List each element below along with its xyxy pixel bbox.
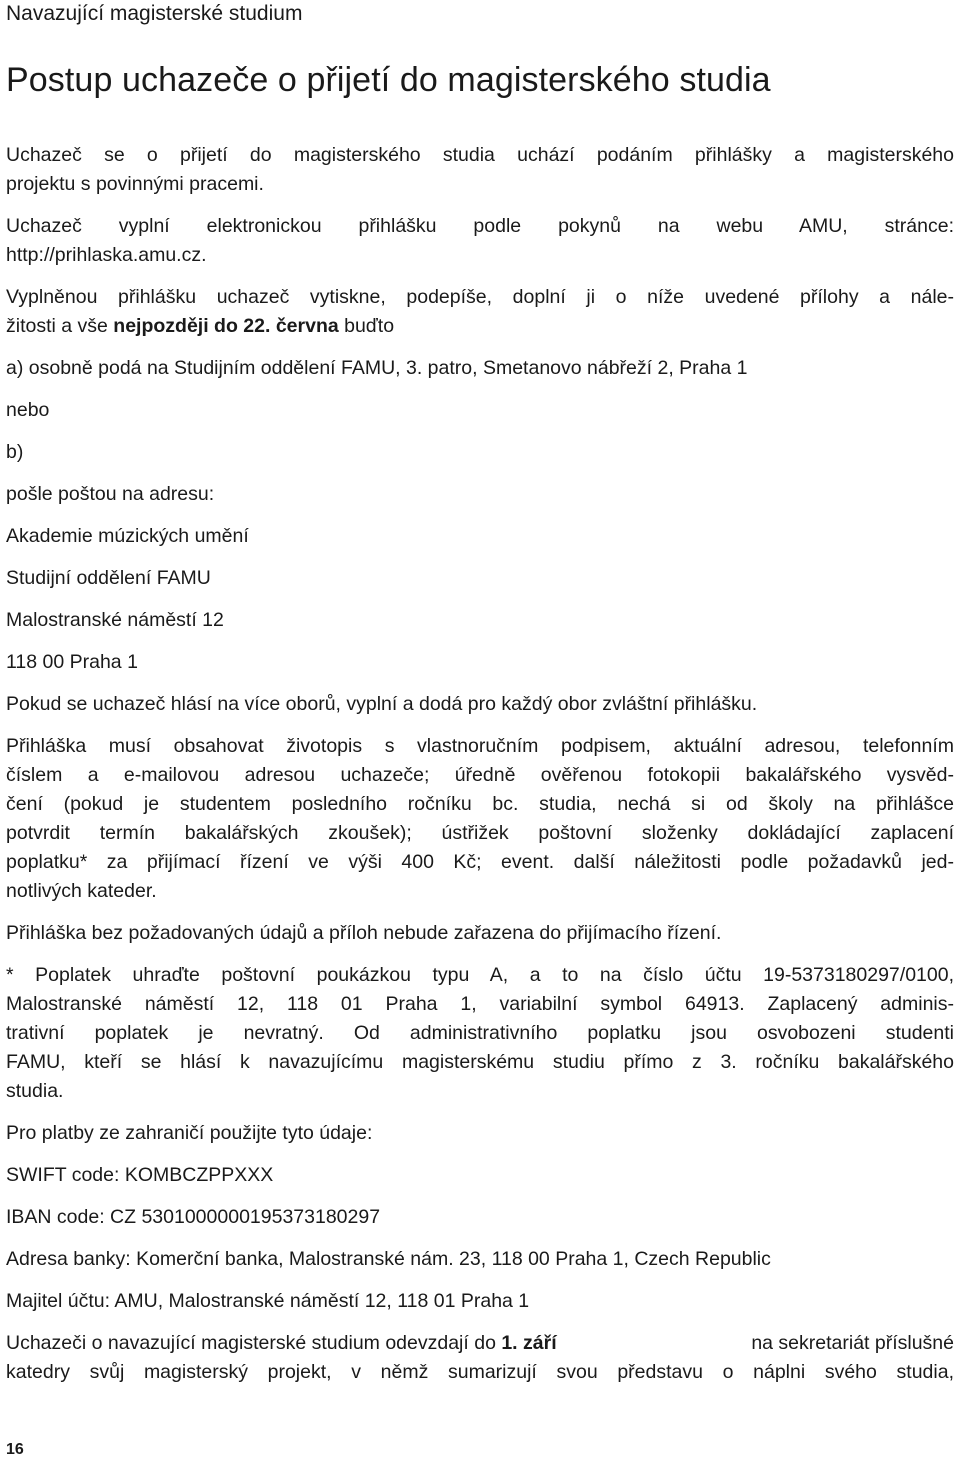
paragraph-incomplete: [6, 919, 954, 948]
address-line-2: [6, 564, 954, 593]
deadline-text: nejpozději do 22. června: [113, 315, 339, 337]
text-line: [6, 1329, 954, 1358]
text-segment: žitosti a vše: [6, 315, 114, 337]
text-segment: na sekretariát příslušné: [751, 1332, 954, 1354]
text-line: Pro platby ze zahraničí použijte tyto údaje:: [6, 1122, 373, 1144]
swift-code: [6, 1161, 954, 1190]
text-line: [6, 732, 954, 761]
text-segment: Malostranské náměstí 12, 118 01 Praha 1, variabilní symbol 64913. Zaplacený adminis-: [6, 993, 954, 1015]
text-line: [6, 312, 954, 341]
text-line: [6, 283, 954, 312]
text-line: studia.: [6, 1080, 64, 1102]
text-segment: číslem a e-mailovou adresou uchazeče; úředně ověřenou fotokopii bakalářského vysvěd-: [6, 764, 954, 786]
text-line: [6, 761, 954, 790]
paragraph-option-a: [6, 354, 954, 383]
address-line-3: [6, 606, 954, 635]
bank-address: [6, 1245, 954, 1274]
text-line: [6, 1358, 954, 1387]
document-body: [6, 141, 954, 1387]
page-number: 16: [6, 1441, 24, 1458]
application-url: http://prihlaska.amu.cz.: [6, 244, 207, 266]
page-title: Postup uchazeče o přijetí do magisterského studia: [6, 61, 771, 99]
paragraph-foreign-payments: [6, 1119, 954, 1148]
text-line: projektu s povinnými pracemi.: [6, 173, 264, 195]
text-segment: trativní poplatek je nevratný. Od administrativního poplatku jsou osvobozeni studenti: [6, 1022, 954, 1044]
text-line: [6, 961, 954, 990]
text-segment: katedry svůj magisterský projekt, v němž sumarizují svou představu o náplni svého studia,: [6, 1361, 954, 1383]
text-line: notlivých kateder.: [6, 880, 157, 902]
text-segment: Přihláška musí obsahovat životopis s vlastnoručním podpisem, aktuální adresou, telefonním: [6, 735, 954, 757]
text-line: [6, 141, 954, 170]
iban-code: [6, 1203, 954, 1232]
text-line: [6, 212, 954, 241]
text-line: Studijní oddělení FAMU: [6, 567, 211, 589]
address-line-1: [6, 522, 954, 551]
text-line: SWIFT code: KOMBCZPPXXX: [6, 1164, 274, 1186]
text-line: b): [6, 441, 24, 463]
text-line: [6, 1048, 954, 1077]
text-line: a) osobně podá na Studijním oddělení FAMU, 3. patro, Smetanovo nábřeží 2, Praha 1: [6, 357, 748, 379]
text-line: pošle poštou na adresu:: [6, 483, 215, 505]
paragraph-application: [6, 212, 954, 270]
paragraph-requirements: [6, 732, 954, 906]
text-segment: FAMU, kteří se hlásí k navazujícímu magisterskému studiu přímo z 3. ročníku bakalářského: [6, 1051, 954, 1073]
deadline-text: 1. září: [501, 1332, 557, 1354]
text-line: [6, 819, 954, 848]
paragraph-or: [6, 396, 954, 425]
paragraph-project-submission: [6, 1329, 954, 1387]
text-line: 118 00 Praha 1: [6, 651, 138, 673]
text-line: [6, 848, 954, 877]
text-segment: Uchazeč se o přijetí do magisterského studia uchází podáním přihlášky a magisterského: [6, 144, 954, 166]
text-segment: čení (pokud je studentem posledního ročníku bc. studia, nechá si od školy na přihlášce: [6, 793, 954, 815]
address-line-4: [6, 648, 954, 677]
text-line: IBAN code: CZ 5301000000195373180297: [6, 1206, 381, 1228]
text-segment: potvrdit termín bakalářských zkoušek); ústřižek poštovní složenky dokládající zaplacení: [6, 822, 954, 844]
text-line: nebo: [6, 399, 50, 421]
text-line: Majitel účtu: AMU, Malostranské náměstí 12, 118 01 Praha 1: [6, 1290, 530, 1312]
text-segment: poplatku* za přijímací řízení ve výši 400 Kč; event. další náležitosti podle požadavků jed-: [6, 851, 954, 873]
paragraph-multiple-programs: [6, 690, 954, 719]
text-segment: Uchazeč vyplní elektronickou přihlášku podle pokynů na webu AMU, stránce:: [6, 215, 954, 237]
text-line: Malostranské náměstí 12: [6, 609, 224, 631]
paragraph-option-b: [6, 438, 954, 467]
running-header: Navazující magisterské studium: [6, 2, 303, 25]
text-line: Adresa banky: Komerční banka, Malostranské nám. 23, 118 00 Praha 1, Czech Republic: [6, 1248, 771, 1270]
text-line: [6, 1019, 954, 1048]
text-segment: Uchazeči o navazující magisterské studium odevzdají do: [6, 1332, 502, 1354]
text-segment: Vyplněnou přihlášku uchazeč vytiskne, podepíše, doplní ji o níže uvedené přílohy a nále-: [6, 286, 954, 308]
paragraph-print-sign: [6, 283, 954, 341]
text-segment: [6, 1329, 557, 1358]
paragraph-fee: [6, 961, 954, 1106]
text-line: Akademie múzických umění: [6, 525, 249, 547]
text-segment: buďto: [338, 315, 395, 337]
text-line: [6, 790, 954, 819]
text-line: [6, 990, 954, 1019]
text-line: Přihláška bez požadovaných údajů a příloh nebude zařazena do přijímacího řízení.: [6, 922, 722, 944]
account-holder: [6, 1287, 954, 1316]
text-line: Pokud se uchazeč hlásí na více oborů, vyplní a dodá pro každý obor zvláštní přihlášku.: [6, 693, 758, 715]
paragraph-intro: [6, 141, 954, 199]
text-segment: * Poplatek uhraďte poštovní poukázkou typu A, a to na číslo účtu 19-5373180297/0100,: [6, 964, 954, 986]
paragraph-send-post: [6, 480, 954, 509]
